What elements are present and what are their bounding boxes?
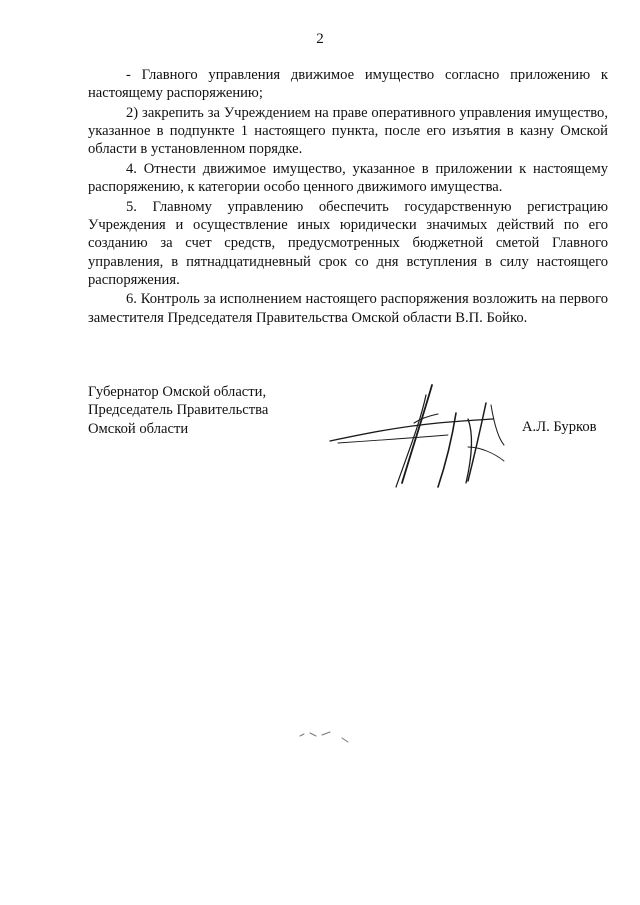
handwritten-signature xyxy=(328,383,518,493)
signatory-title-line-1: Губернатор Омской области, xyxy=(88,384,267,400)
signature-block xyxy=(88,383,608,493)
page-number: 2 xyxy=(316,31,324,47)
paragraph-item-4: 4. Отнести движимое имущество, указанное в приложении к настоящему распоряжению, к категории особо ценного движимого имущества. xyxy=(88,160,608,196)
paragraph-transfer-item: - Главного управления движимое имущество согласно приложению к настоящему распоряжению; xyxy=(88,67,608,102)
stray-ink-marks xyxy=(290,724,360,748)
paragraph-item-6: 6. Контроль за исполнением настоящего распоряжения возложить на первого заместителя Председателя Правительства Омской области В.П. Бойко. xyxy=(88,291,608,326)
signatory-title-line-3: Омской области xyxy=(88,420,189,437)
signatory-title-line-2: Председатель Правительства xyxy=(88,402,269,419)
paragraph-item-5: 5. Главному управлению обеспечить государственную регистрацию Учреждения и осуществление иных юридически значимых действий по его созданию за счет средств, предусмотренных бюджетной сметой Главного управления, в пятнадцатидневный срок со дня вступления в силу настоящего распоряжения. xyxy=(88,198,608,288)
paragraph-item-2: 2) закрепить за Учреждением на праве оперативного управления имущество, указанное в подпункте 1 настоящего пункта, после его изъятия в казну Омской области в установленном порядке. xyxy=(88,104,608,158)
document-body xyxy=(88,66,608,327)
signatory-name: А.Л. Бурков xyxy=(522,419,597,435)
